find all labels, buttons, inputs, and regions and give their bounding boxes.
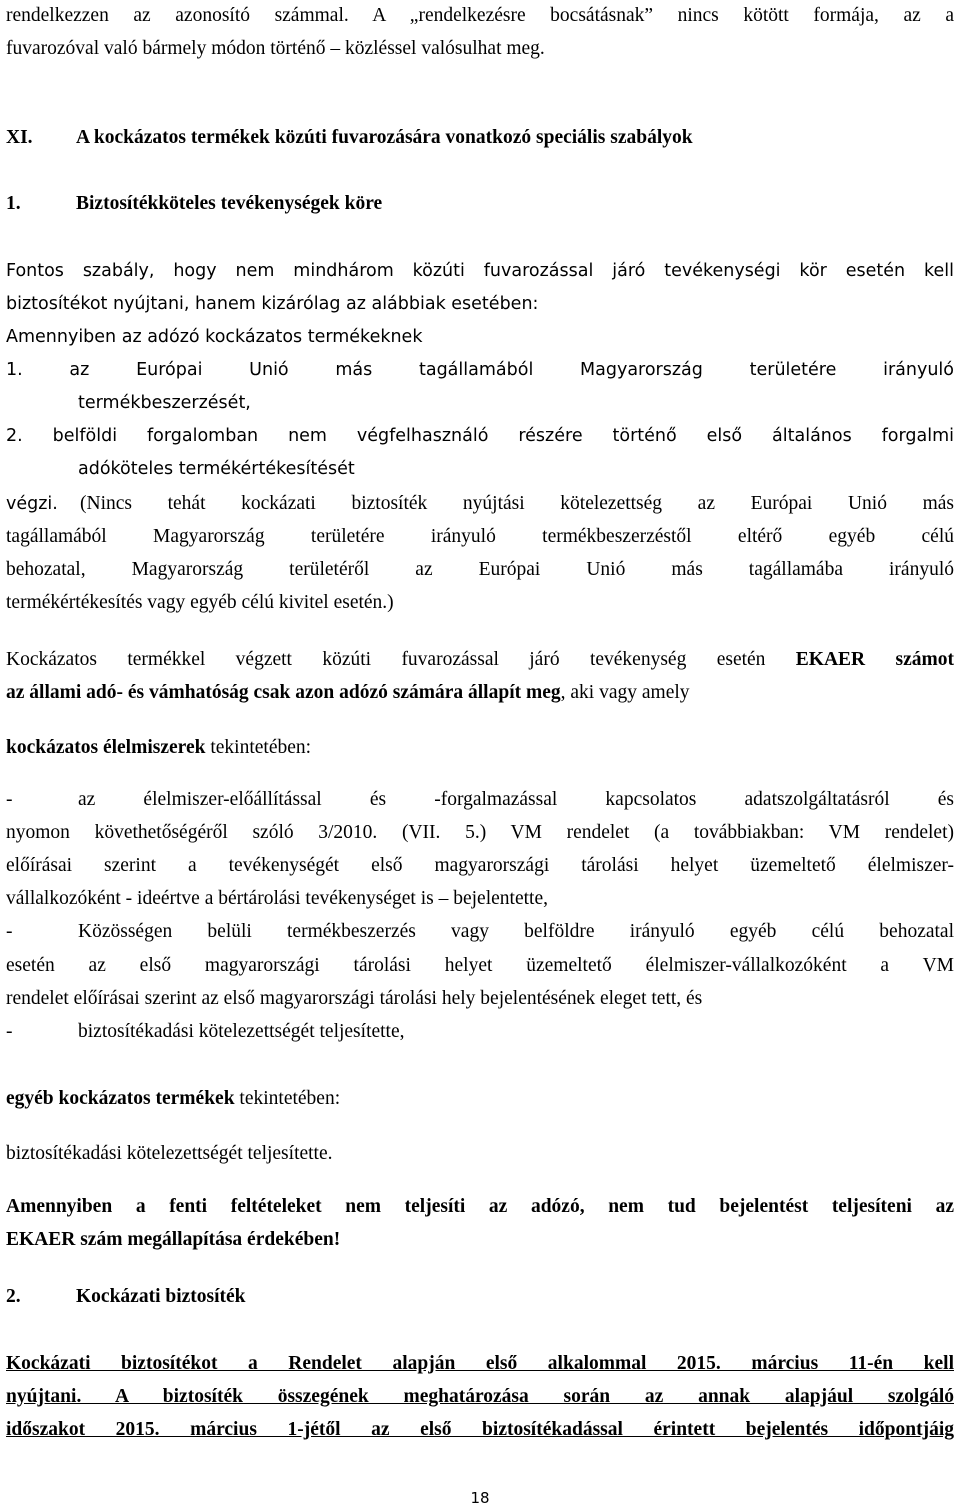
egyeb-bold: egyéb kockázatos termékek [6,1088,235,1109]
section-number: XI. [6,127,33,148]
final-line-1: Kockázati biztosítékot a Rendelet alapján első alkalommal 2015. március 11-én kell [6,1353,954,1374]
warning-line-2: EKAER szám megállapítása érdekében! [6,1229,341,1250]
subsection-1-number: 1. [6,193,21,214]
section-title: A kockázatos termékek közúti fuvarozására vonatkozó speciális szabályok [76,127,693,148]
ekaer-line-1-text: Kockázatos termékkel végzett közúti fuvarozással járó tevékenység esetén [6,649,796,670]
subsection-2-heading [6,1284,954,1310]
dash-3-line-1: biztosítékadási kötelezettségét teljesítette, [78,1021,405,1042]
dash-2-line-1: Közösségen belüli termékbeszerzés vagy belföldre irányuló egyéb célú behozatal [78,921,954,942]
elelmiszer-rest: tekintetében: [205,737,312,758]
fontos-line-1: Fontos szabály, hogy nem mindhárom közúti fuvarozással járó tevékenységi kör esetén kell [6,261,954,281]
fontos-line-3: Amennyiben az adózó kockázatos termékeknek [6,327,423,347]
fontos-line-2: biztosítékot nyújtani, hanem kizárólag az alábbiak esetében: [6,294,539,314]
egyeb-heading [6,1086,954,1112]
dash-2: - [6,921,13,942]
elelmiszer-bold: kockázatos élelmiszerek [6,737,206,758]
list-item-1-line-2: termékbeszerzését, [78,393,251,413]
dash-2-line-3: rendelet előírásai szerint az első magyarországi tárolási hely bejelentésének eleget tett, és [6,988,703,1009]
subsection-1-heading [6,191,954,217]
intro-line-1: rendelkezzen az azonosító számmal. A „rendelkezésre bocsátásnak” nincs kötött formája, az a [6,5,954,26]
intro-line-2: fuvarozóval való bármely módon történő – közléssel valósulhat meg. [6,38,545,59]
dash-1-line-3: előírásai szerint a tevékenységét első magyarországi tárolási helyet üzemeltető élelmiszer- [6,855,954,876]
teljesitette-line: biztosítékadási kötelezettségét teljesítette. [6,1143,333,1164]
dash-1-line-1: az élelmiszer-előállítással és -forgalmazással kapcsolatos adatszolgáltatásról és [78,789,954,810]
warning-line-1: Amennyiben a fenti feltételeket nem teljesíti az adózó, nem tud bejelentést teljesíteni az [6,1196,954,1217]
list-item-2-line-2: adóköteles termékértékesítését [78,459,355,479]
final-line-3: időszakot 2015. március 1-jétől az első biztosítékadással érintett bejelentés időpontjáig [6,1419,954,1440]
page-number: 18 [470,1489,490,1507]
list-item-2-line-1: 2. belföldi forgalomban nem végfelhasználó részére történő első általános forgalmi [6,426,954,446]
vegzi-line-1: (Nincs tehát kockázati biztosíték nyújtási kötelezettség az Európai Unió más [80,493,954,514]
dash-3: - [6,1021,13,1042]
vegzi-line-3: behozatal, Magyarország területéről az Európai Unió más tagállamába irányuló [6,559,954,580]
subsection-1-title: Biztosítékköteles tevékenységek köre [76,193,383,214]
ekaer-line-1-bold: EKAER számot [795,649,954,670]
egyeb-rest: tekintetében: [234,1088,341,1109]
ekaer-line-2-bold: az állami adó- és vámhatóság csak azon adózó számára állapít meg [6,682,561,703]
elelmiszer-heading [6,735,954,761]
list-item-1-line-1: 1. az Európai Unió más tagállamából Magyarország területére irányuló [6,360,954,380]
final-line-2: nyújtani. A biztosíték összegének meghatározása során az annak alapjául szolgáló [6,1386,954,1407]
ekaer-line-2-text: , aki vagy amely [560,682,690,703]
ekaer-line-2 [6,680,954,706]
dash-1: - [6,789,13,810]
dash-1-line-2: nyomon követhetőségéről szóló 3/2010. (VII. 5.) VM rendelet (a továbbiakban: VM rendelet) [6,822,954,843]
dash-2-line-2: esetén az első magyarországi tárolási helyet üzemeltető élelmiszer-vállalkozóként a VM [6,955,954,976]
subsection-2-title: Kockázati biztosíték [76,1286,246,1307]
subsection-2-number: 2. [6,1286,21,1307]
dash-1-line-4: vállalkozóként - ideértve a bértárolási tevékenységet is – bejelentette, [6,888,548,909]
vegzi-line-2: tagállamából Magyarország területére irányuló termékbeszerzéstől eltérő egyéb célú [6,526,954,547]
vegzi-line-4: termékértékesítés vagy egyéb célú kivitel esetén.) [6,592,394,613]
ekaer-line-1 [6,647,954,673]
section-heading [6,125,954,151]
vegzi-word: végzi. [6,494,58,514]
